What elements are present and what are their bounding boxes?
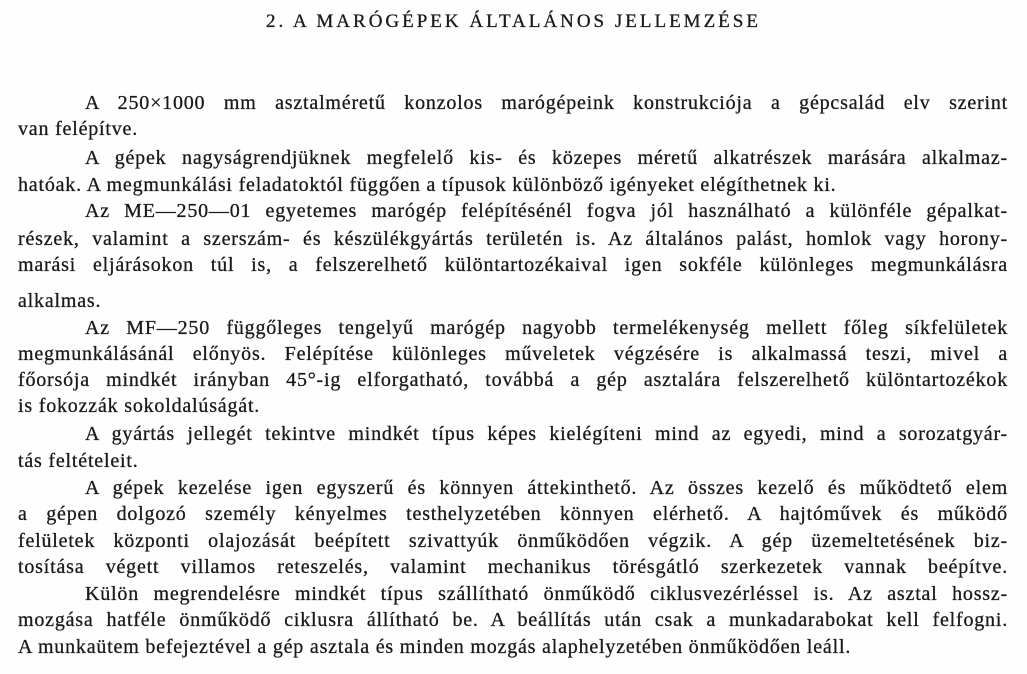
paragraph-line: marási eljárásokon túl is, a felszerelhető különtartozékaival igen sokféle különleges megmunkálásra (18, 254, 1008, 276)
paragraph-line: mozgása hatféle önműködő ciklusra állítható be. A beállítás után csak a munkadarabokat kell felfogni. (18, 609, 1008, 631)
paragraph-line: A munkaütem befejeztével a gép asztala és minden mozgás alaphelyzetében önműködően leáll. (18, 636, 852, 658)
paragraph-line: A gépek nagyságrendjüknek megfelelő kis- és közepes méretű alkatrészek marására alkalmaz- (85, 147, 1008, 169)
paragraph-line: is fokozzák sokoldalúságát. (18, 395, 261, 417)
paragraph-line: részek, valamint a szerszám- és készülékgyártás területén is. Az általános palást, homlok vagy horony- (18, 228, 1008, 250)
paragraph-line: Az ME—250—01 egyetemes marógép felépítésénél fogva jól használható a különféle gépalkat- (85, 200, 1008, 222)
paragraph-line: A 250×1000 mm asztalméretű konzolos marógépeink konstrukciója a gépcsalád elv szerint (85, 92, 1008, 114)
paragraph-line: alkalmas. (18, 290, 102, 312)
paragraph-line: főorsója mindkét irányban 45°-ig elforgatható, továbbá a gép asztalára felszerelhető különtartozékok (18, 369, 1008, 391)
paragraph-line: Az MF—250 függőleges tengelyű marógép nagyobb termelékenység mellett főleg síkfelületek (85, 317, 1008, 339)
paragraph-line: Külön megrendelésre mindkét típus szállítható önműködő ciklusvezérléssel is. Az asztal hossz- (85, 583, 1008, 605)
paragraph-line: A gyártás jellegét tekintve mindkét típus képes kielégíteni mind az egyedi, mind a sorozatgyár- (85, 423, 1008, 445)
paragraph-line: a gépen dolgozó személy kényelmes testhelyzetében könnyen elérhető. A hajtóművek és működő (18, 503, 1008, 525)
paragraph-line: hatóak. A megmunkálási feladatoktól függően a típusok különböző igényeket elégíthetnek ki. (18, 174, 837, 196)
paragraph-line: megmunkálásánál előnyös. Felépítése különleges műveletek végzésére is alkalmassá teszi, mivel a (18, 343, 1008, 365)
section-heading: 2. A MARÓGÉPEK ÁLTALÁNOS JELLEMZÉSE (266, 11, 761, 32)
paragraph-line: tosítása végett villamos reteszelés, valamint mechanikus törésgátló szerkezetek vannak beépítve. (18, 556, 1008, 578)
paragraph-line: A gépek kezelése igen egyszerű és könnyen áttekinthető. Az összes kezelő és működtető elem (85, 477, 1008, 499)
paragraph-line: tás feltételeit. (18, 450, 139, 472)
paragraph-line: felületek központi olajozását beépített szivattyúk önműködően végzik. A gép üzemeltetésének biz- (18, 530, 1008, 552)
paragraph-line: van felépítve. (18, 118, 139, 140)
